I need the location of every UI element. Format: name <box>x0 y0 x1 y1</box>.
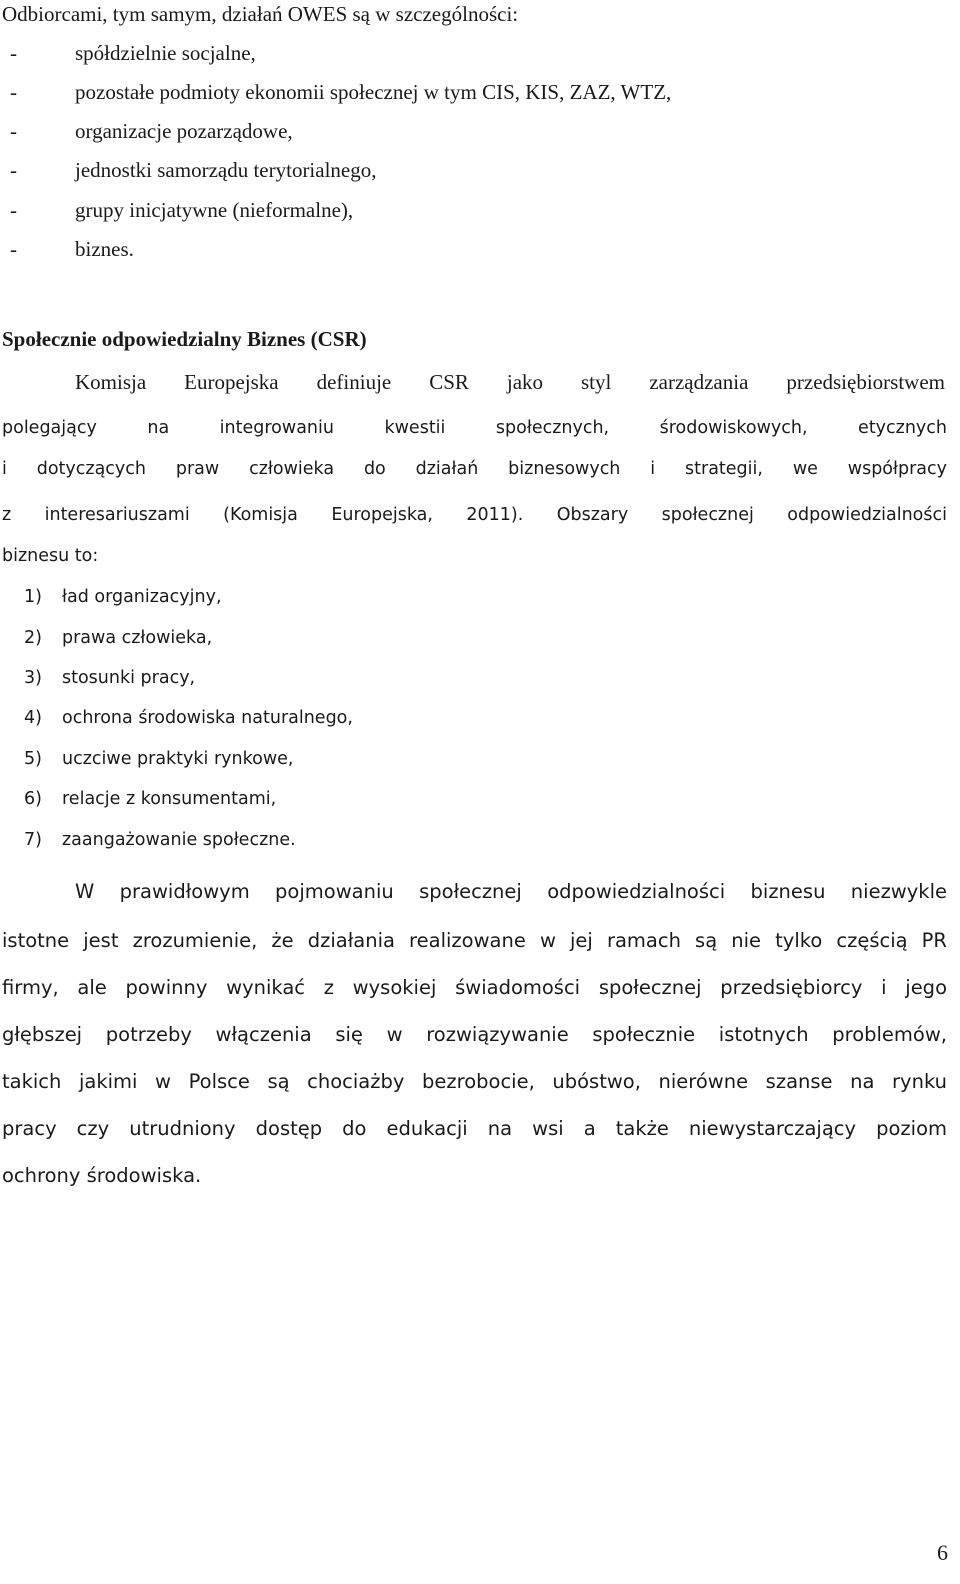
dash-bullet: - <box>10 119 17 143</box>
recipient-text: jednostki samorządu terytorialnego, <box>75 158 377 182</box>
list-item-text: relacje z konsumentami, <box>62 789 277 809</box>
recipient-text: grupy inicjatywne (nieformalne), <box>75 198 354 222</box>
list-number: 4) <box>24 708 42 728</box>
list-item <box>0 119 960 147</box>
list-item <box>0 587 600 613</box>
recipient-text: spółdzielnie socjalne, <box>75 41 256 65</box>
paragraph-line: istotne jest zrozumienie, że działania realizowane w jej ramach są nie tylko częścią PR <box>2 929 947 952</box>
paragraph-line: ochrony środowiska. <box>2 1164 202 1187</box>
list-item-text: ład organizacyjny, <box>62 587 222 607</box>
list-item <box>0 708 600 734</box>
list-item <box>0 668 600 694</box>
list-number: 5) <box>24 749 42 769</box>
paragraph-line: pracy czy utrudniony dostęp do edukacji na wsi a także niewystarczający poziom <box>2 1117 947 1140</box>
dash-bullet: - <box>10 198 17 222</box>
page-number: 6 <box>937 1540 948 1565</box>
recipient-text: pozostałe podmioty ekonomii społecznej w tym CIS, KIS, ZAZ, WTZ, <box>75 80 672 104</box>
paragraph-line: z interesariuszami (Komisja Europejska, 2011). Obszary społecznej odpowiedzialności <box>2 505 947 525</box>
paragraph-line: Komisja Europejska definiuje CSR jako styl zarządzania przedsiębiorstwem <box>75 370 945 394</box>
section-heading: Społecznie odpowiedzialny Biznes (CSR) <box>2 327 367 351</box>
paragraph-line: i dotyczących praw człowieka do działań biznesowych i strategii, we współpracy <box>2 459 947 479</box>
list-item <box>0 158 960 186</box>
list-item-text: ochrona środowiska naturalnego, <box>62 708 353 728</box>
list-item <box>0 41 960 69</box>
list-item-text: zaangażowanie społeczne. <box>62 830 296 850</box>
list-item-text: prawa człowieka, <box>62 628 213 648</box>
list-item <box>0 628 600 654</box>
paragraph-line: W prawidłowym pojmowaniu społecznej odpowiedzialności biznesu niezwykle <box>75 880 947 903</box>
list-item-text: uczciwe praktyki rynkowe, <box>62 749 294 769</box>
paragraph-line: biznesu to: <box>2 546 99 566</box>
list-item <box>0 237 960 265</box>
list-item <box>0 830 600 856</box>
dash-bullet: - <box>10 80 17 104</box>
list-item-text: stosunki pracy, <box>62 668 196 688</box>
dash-bullet: - <box>10 158 17 182</box>
paragraph-line: polegający na integrowaniu kwestii społecznych, środowiskowych, etycznych <box>2 418 947 438</box>
dash-bullet: - <box>10 237 17 261</box>
list-item <box>0 749 600 775</box>
list-item <box>0 80 960 108</box>
list-number: 1) <box>24 587 42 607</box>
list-number: 7) <box>24 830 42 850</box>
paragraph-line: firmy, ale powinny wynikać z wysokiej świadomości społecznej przedsiębiorcy i jego <box>2 976 947 999</box>
paragraph-line: takich jakimi w Polsce są chociażby bezrobocie, ubóstwo, nierówne szanse na rynku <box>2 1070 947 1093</box>
recipient-text: organizacje pozarządowe, <box>75 119 293 143</box>
intro-line: Odbiorcami, tym samym, działań OWES są w szczególności: <box>2 2 519 26</box>
paragraph-line: głębszej potrzeby włączenia się w rozwiązywanie społecznie istotnych problemów, <box>2 1023 947 1046</box>
dash-bullet: - <box>10 41 17 65</box>
list-number: 6) <box>24 789 42 809</box>
list-item <box>0 789 600 815</box>
recipient-text: biznes. <box>75 237 134 261</box>
list-item <box>0 198 960 226</box>
list-number: 2) <box>24 628 42 648</box>
list-number: 3) <box>24 668 42 688</box>
